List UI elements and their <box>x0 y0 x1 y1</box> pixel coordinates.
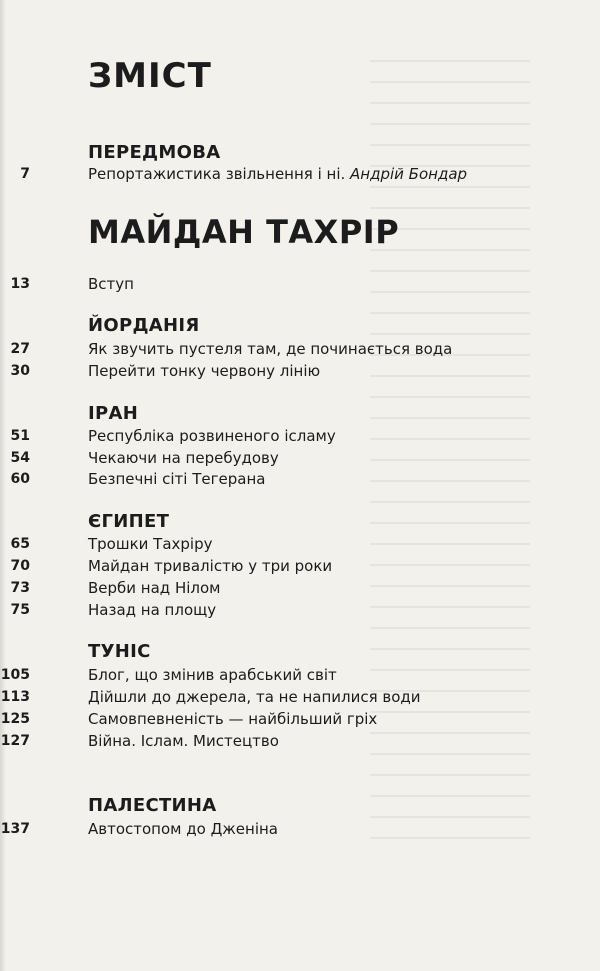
page-number: 75 <box>10 602 30 618</box>
entry-title: Чекаючи на перебудову <box>88 449 279 467</box>
entry-author: Андрій Бондар <box>350 165 468 183</box>
page-number: 105 <box>0 667 30 683</box>
toc-entry[interactable] <box>0 819 560 841</box>
toc-entry[interactable] <box>0 339 560 361</box>
page-number: 70 <box>10 558 30 574</box>
section-heading-egypt: ЄГИПЕТ <box>88 511 170 532</box>
toc-entry[interactable] <box>0 731 560 753</box>
entry-title: Як звучить пустеля там, де починається вода <box>88 340 453 358</box>
page-number: 30 <box>10 363 30 379</box>
page-number: 73 <box>10 580 30 596</box>
toc-entry[interactable] <box>0 578 560 600</box>
page-number: 7 <box>20 166 30 182</box>
toc-entry[interactable] <box>0 361 560 383</box>
entry-title: Дійшли до джерела, та не напилися води <box>88 688 421 706</box>
entry-title: Репортажистика звільнення і ні. Андрій Бондар <box>88 165 468 183</box>
contents-heading: ЗМІСТ <box>88 56 212 96</box>
section-heading-tunisia: ТУНІС <box>88 641 151 662</box>
section-heading-foreword: ПЕРЕДМОВА <box>88 142 221 163</box>
toc-entry[interactable] <box>0 687 560 709</box>
toc-entry[interactable] <box>0 534 560 556</box>
entry-title: Республіка розвиненого ісламу <box>88 427 336 445</box>
page-number: 125 <box>0 711 30 727</box>
toc-entry[interactable] <box>0 274 560 296</box>
toc-entry[interactable] <box>0 426 560 448</box>
entry-title: Верби над Нілом <box>88 579 221 597</box>
section-heading-palestine: ПАЛЕСТИНА <box>88 795 217 816</box>
page-number: 54 <box>10 450 30 466</box>
toc-entry[interactable] <box>0 600 560 622</box>
entry-title: Назад на площу <box>88 601 217 619</box>
entry-title: Блог, що змінив арабський світ <box>88 666 337 684</box>
entry-title: Майдан тривалістю у три роки <box>88 557 333 575</box>
entry-title: Безпечні сіті Тегерана <box>88 470 266 488</box>
page-number: 51 <box>10 428 30 444</box>
page-number: 27 <box>10 341 30 357</box>
toc-entry[interactable] <box>0 709 560 731</box>
entry-title: Війна. Іслам. Мистецтво <box>88 732 279 750</box>
entry-title: Автостопом до Дженіна <box>88 820 278 838</box>
page-number: 65 <box>10 536 30 552</box>
section-heading-iran: ІРАН <box>88 403 139 424</box>
section-heading-jordan: ЙОРДАНІЯ <box>88 315 200 336</box>
entry-title: Перейти тонку червону лінію <box>88 362 321 380</box>
page-number: 127 <box>0 733 30 749</box>
toc-entry[interactable] <box>0 164 560 186</box>
page-number: 113 <box>0 689 30 705</box>
entry-title: Трошки Тахріру <box>88 535 213 553</box>
part-title: МАЙДАН ТАХРІР <box>88 213 400 251</box>
entry-title: Вступ <box>88 275 134 293</box>
toc-entry[interactable] <box>0 469 560 491</box>
page-number: 13 <box>10 276 30 292</box>
page-number: 137 <box>0 821 30 837</box>
toc-entry[interactable] <box>0 665 560 687</box>
entry-title: Самовпевненість — найбільший гріх <box>88 710 378 728</box>
page-number: 60 <box>10 471 30 487</box>
toc-entry[interactable] <box>0 448 560 470</box>
toc-entry[interactable] <box>0 556 560 578</box>
